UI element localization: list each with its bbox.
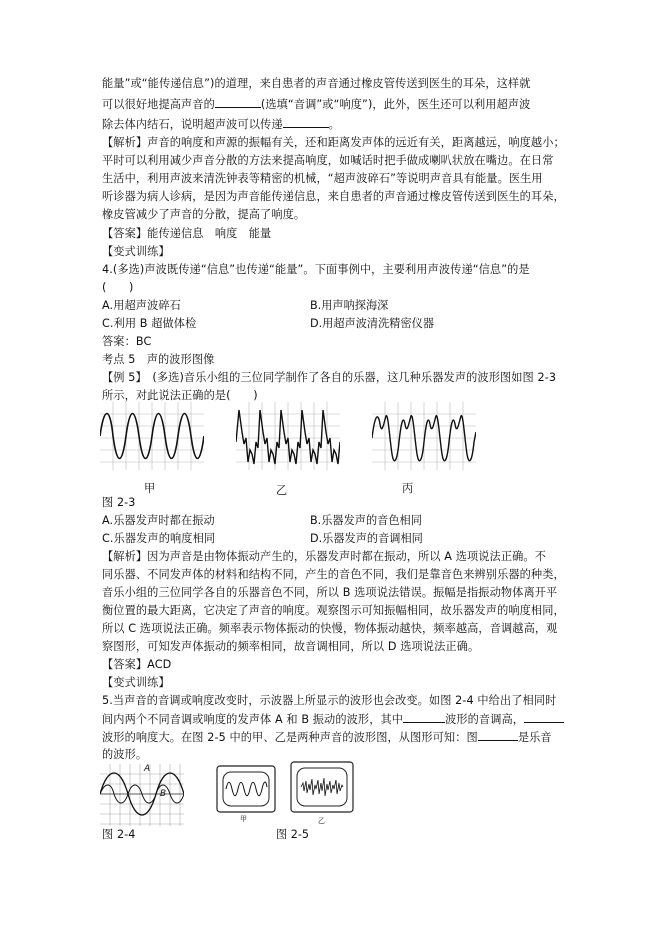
text-segment: (选填“音调”或“响度”)，此外，医生还可以利用超声波: [260, 98, 531, 111]
figure-label-yi: 乙: [276, 484, 288, 497]
waveform-jia: [100, 402, 204, 470]
figure-caption: 图 2-4: [102, 828, 136, 841]
option-c: C.利用 B 超做体检: [102, 317, 197, 330]
variant-heading: 【变式训练】: [102, 245, 170, 258]
analysis-line: 【解析】因为声音是由物体振动产生的，乐器发声时都在振动，所以 A 选项说法正确。不: [102, 550, 546, 563]
analysis-line: 衡位置的最大距离，它决定了声音的响度。观察图示可知振幅相同，故乐器发声的响度相同，: [102, 604, 565, 617]
figure-label-bing: 丙: [402, 482, 414, 495]
option-b: B.用声呐探海深: [310, 299, 389, 312]
question-line: [102, 729, 552, 746]
waveform-bing: [372, 402, 476, 470]
text-segment: 间内两个不同音调或响度的发声体 A 和 B 振动的波形，其中: [102, 713, 404, 726]
option-d: D.乐器发声的音调相同: [310, 532, 423, 545]
question-line: 5.当声音的音调或响度改变时，示波器上所显示的波形也会改变。如图 2-4 中给出了相同时: [102, 694, 557, 707]
text-segment: 是乐音: [517, 731, 552, 744]
answer-line: 【答案】ACD: [102, 658, 172, 671]
fill-blank: [524, 711, 564, 723]
oscilloscope-jia: [216, 765, 276, 813]
figure-caption: 图 2-5: [276, 828, 310, 841]
answer-line: 答案：BC: [102, 335, 152, 348]
figure-label-jia: 甲: [144, 482, 156, 495]
question-line: 的波形。: [102, 748, 148, 761]
wave-label-a: A: [144, 764, 151, 774]
analysis-line: 察图形，可知发声体振动的频率相同，故音调相同，所以 D 选项说法正确。: [102, 640, 480, 653]
example-line: 所示，对此说法正确的是( ): [102, 389, 258, 402]
text-segment: 波形的音调高，: [445, 713, 525, 726]
text-segment: 可以很好地提高声音的: [102, 98, 215, 111]
fill-blank: [283, 116, 329, 128]
fill-blank: [403, 711, 445, 723]
waveform-ab: [100, 764, 184, 826]
option-a: A.用超声波碎石: [102, 299, 181, 312]
option-c: C.乐器发声的响度相同: [102, 532, 216, 545]
wave-label-b: B: [160, 789, 167, 799]
analysis-line: 音乐小组的三位同学各自的乐器音色不同，所以 B 选项说法错误。振幅是指振动物体离开平: [102, 586, 558, 599]
analysis-line: 【解析】声音的响度和声源的振幅有关，还和距离发声体的远近有关，距离越远，响度越小；: [102, 136, 565, 149]
figure-label-yi: 乙: [318, 817, 325, 825]
variant-heading: 【变式训练】: [102, 676, 170, 689]
question-line: [102, 711, 564, 728]
figure-label-jia: 甲: [240, 815, 247, 823]
text-segment: 波形的响度大。在图 2-5 中的甲、乙是两种声音的波形图，从图形可知：图: [102, 731, 478, 744]
option-b: B.乐器发声的音色相同: [310, 514, 422, 527]
text-line: 能量”或“能传递信息”)的道理，来自患者的声音通过橡皮管传送到医生的耳朵，这样就: [102, 77, 531, 90]
example-line: 【例 5】 (多选)音乐小组的三位同学制作了各自的乐器，这几种乐器发声的波形图如图 2-3: [102, 371, 557, 384]
answer-line: 【答案】能传递信息 响度 能量: [102, 227, 272, 240]
option-d: D.用超声波清洗精密仪器: [310, 317, 435, 330]
text-line: [102, 116, 340, 133]
analysis-line: 平时可以利用减少声音分散的方法来提高响度，如喊话时把手做成喇叭状放在嘴边。在日常: [102, 154, 554, 167]
topic-heading: 考点 5 声的波形图像: [102, 353, 215, 366]
analysis-line: 橡皮管减少了声音的分散，提高了响度。: [102, 208, 306, 221]
text-segment: 除去体内结石，说明超声波可以传递: [102, 118, 283, 131]
text-segment: 。: [328, 118, 340, 131]
fill-blank: [215, 96, 261, 108]
oscilloscope-yi: [290, 761, 354, 813]
text-line: [102, 96, 530, 113]
question-stem: 4.(多选)声波既传递“信息”也传递“能量”。下面事例中，主要利用声波传递“信息”的是: [102, 263, 530, 276]
fill-blank: [478, 729, 518, 741]
analysis-line: 生活中，利用声波来清洗钟表等精密的机械，“超声波碎石”等说明声音具有能量。医生用: [102, 172, 543, 185]
waveform-yi: [236, 402, 340, 470]
question-paren: ( ): [102, 281, 134, 294]
option-a: A.乐器发声时都在振动: [102, 514, 215, 527]
analysis-line: 听诊器为病人诊病，是因为声音能传递信息，来自患者的声音通过橡皮管传送到医生的耳朵，: [102, 190, 565, 203]
analysis-line: 同乐器、不同发声体的材料和结构不同，产生的音色不同，我们是靠音色来辨别乐器的种类，: [102, 568, 565, 581]
figure-caption: 图 2-3: [102, 496, 136, 509]
analysis-line: 所以 C 选项说法正确。频率表示物体振动的快慢，物体振动越快，频率越高，音调越高，观: [102, 622, 558, 635]
